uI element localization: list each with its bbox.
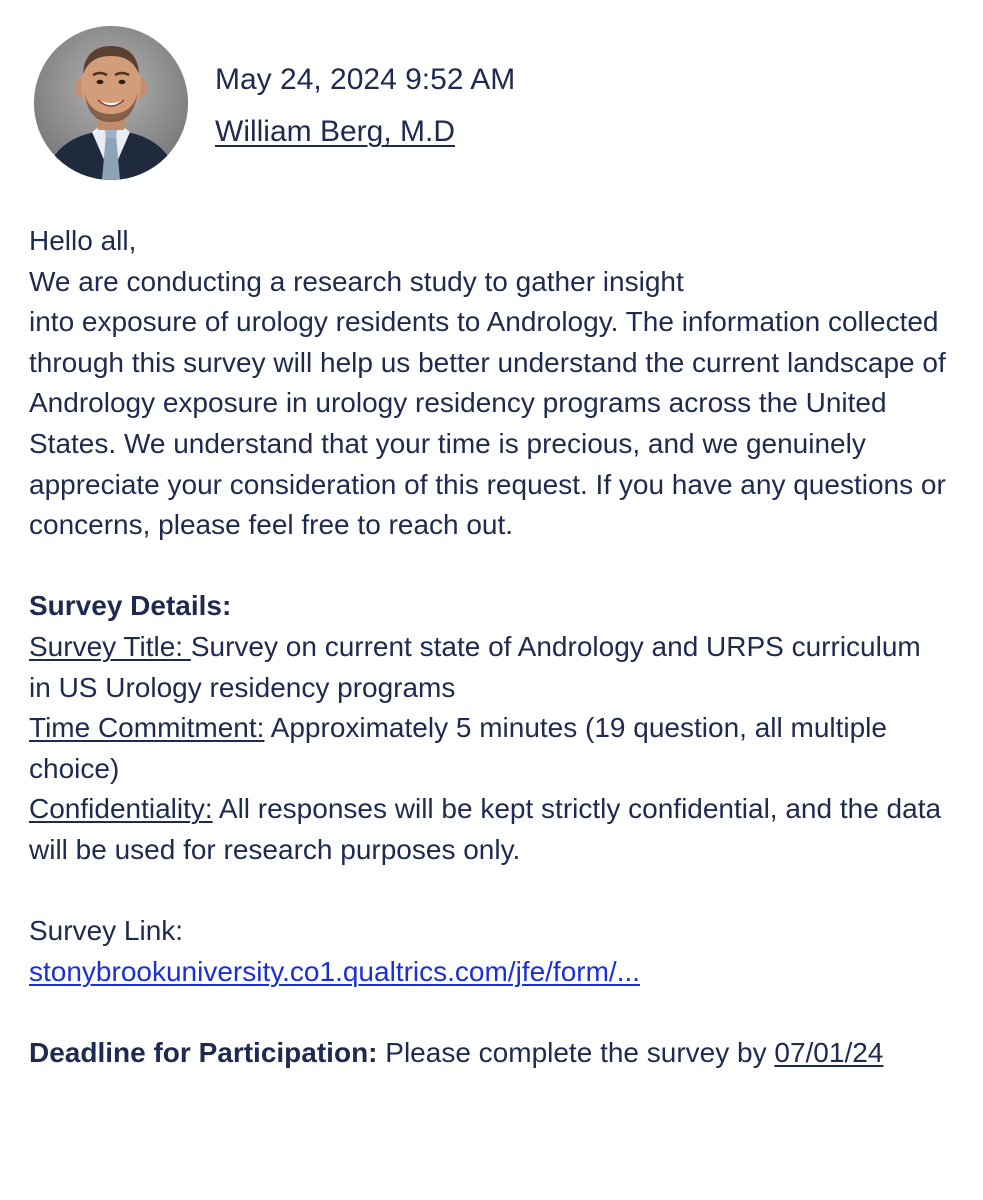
survey-title-line (29, 627, 949, 708)
confidentiality-label: Confidentiality: (29, 793, 213, 825)
survey-details-heading: Survey Details: (29, 590, 232, 622)
survey-title-label: Survey Title: (29, 630, 191, 662)
spacer (29, 992, 949, 1033)
deadline-label: Deadline for Participation: (29, 1036, 378, 1068)
confidentiality-line (29, 789, 949, 870)
message-body (29, 221, 949, 1073)
intro-line: We are conducting a research study to gather insight (29, 265, 684, 297)
message-date: May 24, 2024 9:52 AM (215, 63, 516, 96)
avatar-photo (34, 26, 188, 180)
greeting: Hello all, (29, 225, 137, 256)
spacer (29, 546, 949, 587)
survey-title-value: Survey on current state of Andrology and URPS curriculum in US Urology residency programs (29, 630, 921, 703)
survey-link-label: Survey Link: (29, 915, 184, 947)
time-commitment-value: Approximately 5 minutes (19 question, all multiple choice) (29, 712, 887, 784)
time-commitment-label: Time Commitment: (29, 712, 265, 744)
avatar[interactable] (34, 26, 188, 180)
deadline-line (29, 1033, 949, 1074)
time-commitment-line (29, 708, 949, 789)
spacer (29, 871, 949, 912)
confidentiality-value: All responses will be kept strictly confidential, and the data will be used for research purposes only. (29, 793, 942, 865)
deadline-date-link[interactable]: 07/01/24 (774, 1036, 884, 1068)
sender-name-link[interactable]: William Berg, M.D (215, 115, 456, 148)
survey-link-line (29, 952, 949, 993)
message-header (34, 26, 934, 182)
message-meta (215, 54, 515, 158)
survey-link[interactable]: stonybrookuniversity.co1.qualtrics.com/jfe/form/... (29, 955, 641, 987)
intro-paragraph: into exposure of urology residents to Andrology. The information collected through this survey will help us better understand the current landscape of Andrology exposure in urology residency programs across the United States. We understand that your time is precious, and we genuinely appreciate your consideration of this request. If you have any questions or concerns, please feel free to reach out. (29, 306, 946, 541)
deadline-text: Please complete the survey by (377, 1036, 775, 1068)
